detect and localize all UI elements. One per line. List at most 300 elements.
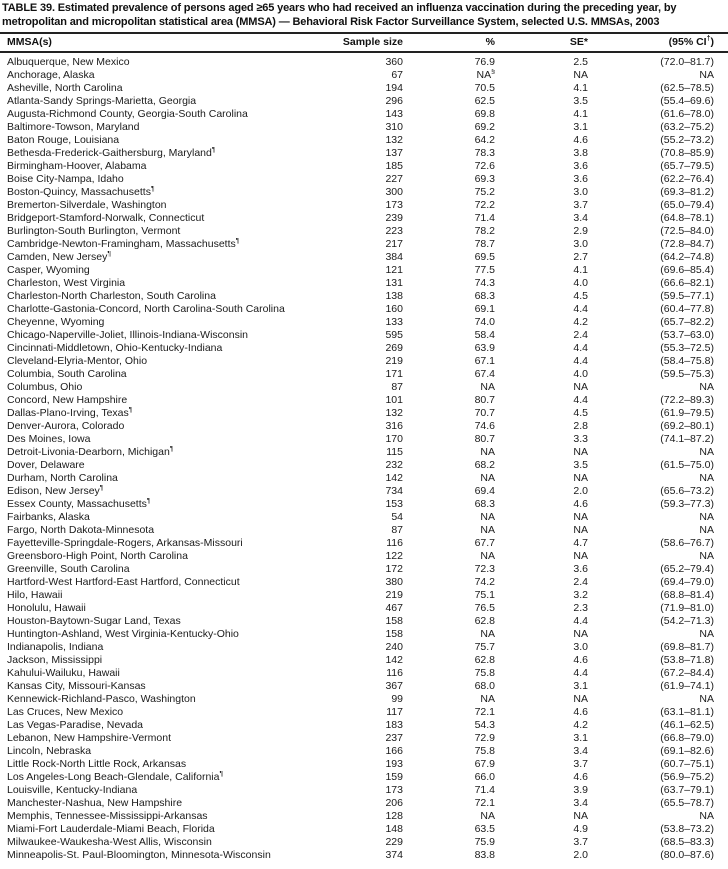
mmsa-name: Minneapolis-St. Paul-Bloomington, Minnesota-Wisconsin	[7, 849, 271, 861]
sample-size: 160	[385, 303, 403, 315]
percent: NA	[480, 472, 495, 484]
confidence-interval: (74.1–87.2)	[660, 433, 714, 445]
standard-error: 2.0	[573, 485, 588, 497]
percent: NA§	[476, 69, 495, 81]
standard-error: 4.5	[573, 290, 588, 302]
percent: 78.7	[474, 238, 495, 250]
standard-error: 3.0	[573, 238, 588, 250]
standard-error: NA	[573, 472, 588, 484]
mmsa-name: Fayetteville-Springdale-Rogers, Arkansas-Missouri	[7, 537, 243, 549]
sample-size: 227	[385, 173, 403, 185]
percent: 58.4	[474, 329, 495, 341]
percent: 64.2	[474, 134, 495, 146]
table-row	[0, 446, 728, 459]
sample-size: 87	[391, 524, 403, 536]
table-row	[0, 472, 728, 485]
mmsa-name: Cleveland-Elyria-Mentor, Ohio	[7, 355, 148, 367]
percent: 74.6	[474, 420, 495, 432]
percent: 78.2	[474, 225, 495, 237]
percent: 75.9	[474, 836, 495, 848]
confidence-interval: NA	[699, 446, 714, 458]
mmsa-name: Las Cruces, New Mexico	[7, 706, 124, 718]
confidence-interval: (67.2–84.4)	[660, 667, 714, 679]
table-row	[0, 719, 728, 732]
percent: 69.3	[474, 173, 495, 185]
percent: 70.5	[474, 82, 495, 94]
sample-size: 143	[385, 108, 403, 120]
percent: 71.4	[474, 784, 495, 796]
confidence-interval: (65.7–79.5)	[660, 160, 714, 172]
table-row	[0, 394, 728, 407]
confidence-interval: NA	[699, 472, 714, 484]
confidence-interval: (69.8–81.7)	[660, 641, 714, 653]
sample-size: 116	[386, 667, 403, 679]
sample-size: 219	[385, 355, 403, 367]
table-row	[0, 95, 728, 108]
standard-error: 4.1	[573, 82, 588, 94]
table-row	[0, 407, 728, 420]
mmsa-name: Little Rock-North Little Rock, Arkansas	[7, 758, 187, 770]
sample-size: 734	[385, 485, 403, 497]
confidence-interval: (53.8–73.2)	[660, 823, 714, 835]
confidence-interval: (69.2–80.1)	[660, 420, 714, 432]
mmsa-name: Cheyenne, Wyoming	[7, 316, 105, 328]
sample-size: 300	[385, 186, 403, 198]
table-row	[0, 849, 728, 862]
percent: 75.1	[474, 589, 495, 601]
percent: 67.4	[474, 368, 495, 380]
sample-size: 116	[386, 537, 403, 549]
percent: 74.3	[474, 277, 495, 289]
sample-size: 128	[385, 810, 403, 822]
table-row	[0, 420, 728, 433]
standard-error: NA	[573, 810, 588, 822]
sample-size: 240	[385, 641, 403, 653]
percent: 69.4	[474, 485, 495, 497]
sample-size: 138	[385, 290, 403, 302]
standard-error: 3.2	[573, 589, 588, 601]
confidence-interval: (64.8–78.1)	[660, 212, 714, 224]
standard-error: 3.9	[573, 784, 588, 796]
mmsa-name: Louisville, Kentucky-Indiana	[7, 784, 138, 796]
standard-error: 3.5	[573, 459, 588, 471]
standard-error: 2.9	[573, 225, 588, 237]
standard-error: 4.5	[573, 407, 588, 419]
col-header-ci: (95% CI†)	[588, 33, 728, 52]
table-row	[0, 706, 728, 719]
table-row	[0, 654, 728, 667]
table-row	[0, 563, 728, 576]
col-header-percent: %	[403, 33, 495, 52]
percent: 68.3	[474, 290, 495, 302]
mmsa-name: Las Vegas-Paradise, Nevada	[7, 719, 144, 731]
standard-error: 4.4	[573, 667, 588, 679]
sample-size: 87	[391, 381, 403, 393]
percent: 63.9	[474, 342, 495, 354]
confidence-interval: NA	[699, 550, 714, 562]
mmsa-name: Greensboro-High Point, North Carolina	[7, 550, 188, 562]
table-row	[0, 368, 728, 381]
table-row	[0, 771, 728, 784]
mmsa-name: Atlanta-Sandy Springs-Marietta, Georgia	[7, 95, 197, 107]
standard-error: 2.8	[573, 420, 588, 432]
table-row	[0, 459, 728, 472]
sample-size: 380	[385, 576, 403, 588]
standard-error: NA	[573, 524, 588, 536]
percent: 62.8	[474, 654, 495, 666]
percent: 72.1	[474, 706, 495, 718]
standard-error: 4.4	[573, 394, 588, 406]
percent: 67.1	[474, 355, 495, 367]
mmsa-name: Casper, Wyoming	[7, 264, 90, 276]
percent: 67.7	[474, 537, 495, 549]
percent: 62.8	[474, 615, 495, 627]
sample-size: 122	[385, 550, 403, 562]
percent: 75.8	[474, 745, 495, 757]
standard-error: 4.0	[573, 368, 588, 380]
confidence-interval: NA	[699, 524, 714, 536]
sample-size: 137	[385, 147, 403, 159]
sample-size: 67	[391, 69, 403, 81]
confidence-interval: (60.4–77.8)	[660, 303, 714, 315]
mmsa-name: Bridgeport-Stamford-Norwalk, Connecticut	[7, 212, 205, 224]
percent: 69.8	[474, 108, 495, 120]
confidence-interval: NA	[699, 810, 714, 822]
standard-error: 3.0	[573, 641, 588, 653]
confidence-interval: (65.0–79.4)	[660, 199, 714, 211]
table-row	[0, 134, 728, 147]
sample-size: 232	[385, 459, 403, 471]
confidence-interval: (60.7–75.1)	[660, 758, 714, 770]
confidence-interval: (46.1–62.5)	[660, 719, 714, 731]
sample-size: 132	[385, 134, 403, 146]
standard-error: 3.1	[573, 121, 588, 133]
standard-error: 4.6	[573, 654, 588, 666]
table-row	[0, 82, 728, 95]
table-header	[0, 33, 728, 52]
table-row	[0, 693, 728, 706]
sample-size: 54	[391, 511, 403, 523]
confidence-interval: (69.4–79.0)	[660, 576, 714, 588]
mmsa-name: Boston-Quincy, Massachusetts¶	[7, 186, 155, 198]
standard-error: 2.5	[573, 56, 588, 68]
percent: 68.2	[474, 459, 495, 471]
confidence-interval: (72.0–81.7)	[660, 56, 714, 68]
sample-size: 229	[385, 836, 403, 848]
mmsa-name: Anchorage, Alaska	[7, 69, 95, 81]
confidence-interval: (62.5–78.5)	[660, 82, 714, 94]
percent: 54.3	[474, 719, 495, 731]
confidence-interval: (65.5–78.7)	[660, 797, 714, 809]
sample-size: 101	[385, 394, 403, 406]
sample-size: 223	[385, 225, 403, 237]
table-row	[0, 823, 728, 836]
sample-size: 384	[385, 251, 403, 263]
standard-error: 4.6	[573, 134, 588, 146]
table-row	[0, 433, 728, 446]
sample-size: 99	[391, 693, 403, 705]
sample-size: 131	[385, 277, 403, 289]
confidence-interval: (61.9–79.5)	[660, 407, 714, 419]
mmsa-name: Kennewick-Richland-Pasco, Washington	[7, 693, 196, 705]
standard-error: 4.6	[573, 498, 588, 510]
percent: 75.2	[474, 186, 495, 198]
mmsa-name: Baton Rouge, Louisiana	[7, 134, 120, 146]
table-row	[0, 355, 728, 368]
table-row	[0, 667, 728, 680]
standard-error: 2.4	[573, 329, 588, 341]
percent: NA	[480, 524, 495, 536]
percent: 80.7	[474, 394, 495, 406]
mmsa-name: Des Moines, Iowa	[7, 433, 91, 445]
mmsa-name: Essex County, Massachusetts¶	[7, 498, 151, 510]
table-row	[0, 225, 728, 238]
percent: 77.5	[474, 264, 495, 276]
table-row	[0, 797, 728, 810]
percent: 80.7	[474, 433, 495, 445]
table-row	[0, 121, 728, 134]
percent: 62.5	[474, 95, 495, 107]
mmsa-name: Detroit-Livonia-Dearborn, Michigan¶	[7, 446, 174, 458]
mmsa-name: Asheville, North Carolina	[7, 82, 123, 94]
sample-size: 206	[385, 797, 403, 809]
sample-size: 115	[386, 446, 403, 458]
standard-error: 2.4	[573, 576, 588, 588]
sample-size: 217	[385, 238, 403, 250]
table-row	[0, 810, 728, 823]
confidence-interval: (63.2–75.2)	[660, 121, 714, 133]
sample-size: 142	[385, 654, 403, 666]
percent: 68.3	[474, 498, 495, 510]
mmsa-name: Camden, New Jersey¶	[7, 251, 112, 263]
standard-error: 4.4	[573, 355, 588, 367]
mmsa-name: Birmingham-Hoover, Alabama	[7, 160, 147, 172]
standard-error: NA	[573, 381, 588, 393]
confidence-interval: (69.3–81.2)	[660, 186, 714, 198]
mmsa-name: Honolulu, Hawaii	[7, 602, 86, 614]
confidence-interval: (72.8–84.7)	[660, 238, 714, 250]
sample-size: 239	[385, 212, 403, 224]
confidence-interval: (65.7–82.2)	[660, 316, 714, 328]
table-row	[0, 524, 728, 537]
mmsa-name: Durham, North Carolina	[7, 472, 118, 484]
confidence-interval: NA	[699, 628, 714, 640]
percent: 72.3	[474, 563, 495, 575]
standard-error: 4.6	[573, 706, 588, 718]
mmsa-name: Boise City-Nampa, Idaho	[7, 173, 124, 185]
sample-size: 360	[385, 56, 403, 68]
standard-error: 4.0	[573, 277, 588, 289]
sample-size: 316	[385, 420, 403, 432]
col-header-mmsa: MMSA(s)	[0, 33, 335, 52]
standard-error: 3.3	[573, 433, 588, 445]
sample-size: 185	[385, 160, 403, 172]
table-row	[0, 576, 728, 589]
standard-error: 4.7	[573, 537, 588, 549]
sample-size: 166	[385, 745, 403, 757]
percent: 74.2	[474, 576, 495, 588]
standard-error: 4.9	[573, 823, 588, 835]
mmsa-name: Charlotte-Gastonia-Concord, North Carolina-South Carolina	[7, 303, 285, 315]
standard-error: 4.2	[573, 316, 588, 328]
confidence-interval: NA	[699, 511, 714, 523]
mmsa-name: Columbus, Ohio	[7, 381, 83, 393]
table-row	[0, 628, 728, 641]
mmsa-name: Houston-Baytown-Sugar Land, Texas	[7, 615, 181, 627]
confidence-interval: (65.6–73.2)	[660, 485, 714, 497]
mmsa-name: Denver-Aurora, Colorado	[7, 420, 125, 432]
table-title: TABLE 39. Estimated prevalence of persons aged ≥65 years who had received an influenza vaccination during the preceding year, by metropolitan and micropolitan statistical area (MMSA) — Behavioral Risk Factor Surveillance System, selected U.S. MMSAs, 2003	[2, 2, 677, 28]
standard-error: 3.0	[573, 186, 588, 198]
mmsa-name: Bethesda-Frederick-Gaithersburg, Maryland¶	[7, 147, 216, 159]
standard-error: 4.1	[573, 108, 588, 120]
confidence-interval: (61.6–78.0)	[660, 108, 714, 120]
standard-error: 3.5	[573, 95, 588, 107]
confidence-interval: (70.8–85.9)	[660, 147, 714, 159]
sample-size: 173	[385, 199, 403, 211]
mmsa-name: Charleston, West Virginia	[7, 277, 126, 289]
table-row	[0, 680, 728, 693]
percent: 68.0	[474, 680, 495, 692]
sample-size: 193	[385, 758, 403, 770]
confidence-interval: (54.2–71.3)	[660, 615, 714, 627]
percent: 78.3	[474, 147, 495, 159]
sample-size: 148	[385, 823, 403, 835]
percent: NA	[480, 446, 495, 458]
sample-size: 121	[385, 264, 403, 276]
confidence-interval: (61.9–74.1)	[660, 680, 714, 692]
sample-size: 173	[385, 784, 403, 796]
confidence-interval: (53.7–63.0)	[660, 329, 714, 341]
table-row	[0, 758, 728, 771]
mmsa-name: Bremerton-Silverdale, Washington	[7, 199, 167, 211]
table-row	[0, 290, 728, 303]
confidence-interval: (68.5–83.3)	[660, 836, 714, 848]
sample-size: 132	[385, 407, 403, 419]
standard-error: NA	[573, 693, 588, 705]
mmsa-name: Manchester-Nashua, New Hampshire	[7, 797, 183, 809]
mmsa-name: Dallas-Plano-Irving, Texas¶	[7, 407, 133, 419]
confidence-interval: (53.8–71.8)	[660, 654, 714, 666]
sample-size: 171	[385, 368, 403, 380]
percent: 75.7	[474, 641, 495, 653]
percent: 72.9	[474, 732, 495, 744]
mmsa-name: Baltimore-Towson, Maryland	[7, 121, 140, 133]
table-row	[0, 173, 728, 186]
table-row	[0, 381, 728, 394]
table-row	[0, 264, 728, 277]
confidence-interval: (71.9–81.0)	[660, 602, 714, 614]
table-row	[0, 277, 728, 290]
confidence-interval: (65.2–79.4)	[660, 563, 714, 575]
percent: 83.8	[474, 849, 495, 861]
mmsa-name: Augusta-Richmond County, Georgia-South Carolina	[7, 108, 248, 120]
table-row	[0, 342, 728, 355]
confidence-interval: (55.4–69.6)	[660, 95, 714, 107]
sample-size: 467	[385, 602, 403, 614]
standard-error: 4.4	[573, 615, 588, 627]
standard-error: 3.6	[573, 173, 588, 185]
standard-error: NA	[573, 446, 588, 458]
percent: NA	[480, 550, 495, 562]
confidence-interval: (59.5–75.3)	[660, 368, 714, 380]
confidence-interval: (69.6–85.4)	[660, 264, 714, 276]
percent: 66.0	[474, 771, 495, 783]
standard-error: 3.4	[573, 212, 588, 224]
mmsa-name: Los Angeles-Long Beach-Glendale, California¶	[7, 771, 224, 783]
sample-size: 133	[385, 316, 403, 328]
standard-error: 3.8	[573, 147, 588, 159]
mmsa-name: Miami-Fort Lauderdale-Miami Beach, Florida	[7, 823, 215, 835]
confidence-interval: (58.4–75.8)	[660, 355, 714, 367]
sample-size: 170	[385, 433, 403, 445]
mmsa-name: Lebanon, New Hampshire-Vermont	[7, 732, 172, 744]
table-row	[0, 615, 728, 628]
table-row	[0, 732, 728, 745]
standard-error: 3.4	[573, 745, 588, 757]
percent: 76.9	[474, 56, 495, 68]
mmsa-name: Kahului-Wailuku, Hawaii	[7, 667, 120, 679]
standard-error: 2.0	[573, 849, 588, 861]
mmsa-name: Dover, Delaware	[7, 459, 85, 471]
sample-size: 183	[385, 719, 403, 731]
confidence-interval: (58.6–76.7)	[660, 537, 714, 549]
table-row	[0, 212, 728, 225]
table-row	[0, 52, 728, 69]
standard-error: 4.6	[573, 771, 588, 783]
mmsa-name: Hilo, Hawaii	[7, 589, 63, 601]
confidence-interval: (56.9–75.2)	[660, 771, 714, 783]
standard-error: 3.7	[573, 758, 588, 770]
mmsa-name: Memphis, Tennessee-Mississippi-Arkansas	[7, 810, 208, 822]
confidence-interval: (72.2–89.3)	[660, 394, 714, 406]
mmsa-name: Cambridge-Newton-Framingham, Massachusetts¶	[7, 238, 240, 250]
table-row	[0, 537, 728, 550]
standard-error: 2.3	[573, 602, 588, 614]
standard-error: 3.7	[573, 836, 588, 848]
confidence-interval: (59.3–77.3)	[660, 498, 714, 510]
col-header-sample-size: Sample size	[335, 33, 403, 52]
table-row	[0, 589, 728, 602]
percent: 74.0	[474, 316, 495, 328]
table-row	[0, 329, 728, 342]
sample-size: 158	[385, 615, 403, 627]
percent: 69.2	[474, 121, 495, 133]
percent: 70.7	[474, 407, 495, 419]
table-row	[0, 186, 728, 199]
sample-size: 374	[385, 849, 403, 861]
sample-size: 219	[385, 589, 403, 601]
percent: NA	[480, 381, 495, 393]
mmsa-name: Greenville, South Carolina	[7, 563, 130, 575]
standard-error: 4.2	[573, 719, 588, 731]
confidence-interval: (61.5–75.0)	[660, 459, 714, 471]
confidence-interval: (55.3–72.5)	[660, 342, 714, 354]
standard-error: 3.4	[573, 797, 588, 809]
percent: 75.8	[474, 667, 495, 679]
percent: NA	[480, 628, 495, 640]
standard-error: 2.7	[573, 251, 588, 263]
mmsa-name: Edison, New Jersey¶	[7, 485, 104, 497]
mmsa-name: Milwaukee-Waukesha-West Allis, Wisconsin	[7, 836, 212, 848]
standard-error: 3.1	[573, 680, 588, 692]
confidence-interval: (69.1–82.6)	[660, 745, 714, 757]
mmsa-name: Lincoln, Nebraska	[7, 745, 92, 757]
standard-error: 3.6	[573, 160, 588, 172]
mmsa-name: Chicago-Naperville-Joliet, Illinois-Indiana-Wisconsin	[7, 329, 249, 341]
standard-error: 4.4	[573, 303, 588, 315]
percent: 69.1	[474, 303, 495, 315]
